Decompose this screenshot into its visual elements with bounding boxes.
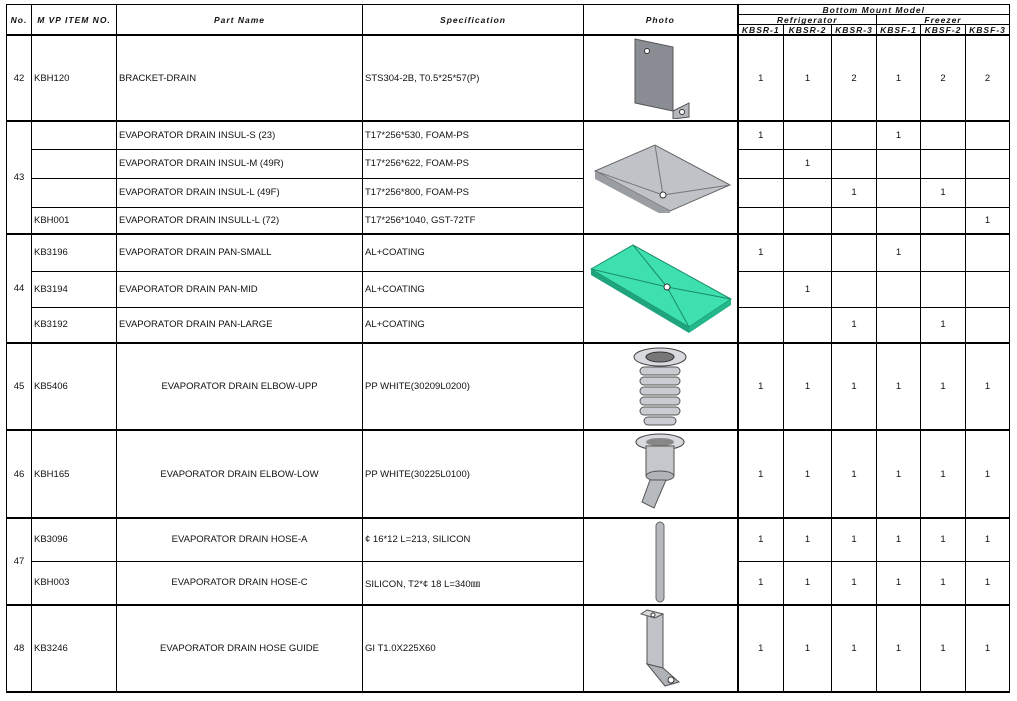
table-row	[7, 178, 1010, 207]
header-part-name: Part Name	[117, 5, 363, 36]
mvp-item-no: KBH001	[32, 207, 117, 234]
parts-table	[6, 4, 1010, 693]
quantity-cell: 1	[784, 343, 832, 430]
mvp-item-no	[32, 121, 117, 149]
mvp-item-no: KBH120	[32, 35, 117, 121]
quantity-cell: 1	[832, 178, 877, 207]
specification: SILICON, T2*¢ 18 L=340㎜	[363, 561, 584, 605]
part-name: BRACKET-DRAIN	[117, 35, 363, 121]
mvp-item-no: KB3096	[32, 518, 117, 561]
quantity-cell	[877, 207, 921, 234]
part-photo	[584, 343, 738, 430]
specification: AL+COATING	[363, 307, 584, 343]
mvp-item-no: KB5406	[32, 343, 117, 430]
quantity-cell: 1	[832, 430, 877, 518]
quantity-cell	[832, 271, 877, 307]
quantity-cell	[877, 307, 921, 343]
table-row	[7, 307, 1010, 343]
part-photo	[584, 121, 738, 234]
model-header: KBSR-3	[832, 25, 877, 36]
quantity-cell: 1	[738, 343, 784, 430]
quantity-cell: 1	[966, 605, 1010, 692]
table-row	[7, 121, 1010, 149]
header-refrigerator: Refrigerator	[738, 15, 877, 25]
quantity-cell: 1	[784, 430, 832, 518]
mvp-item-no	[32, 149, 117, 178]
quantity-cell	[784, 121, 832, 149]
table-row	[7, 561, 1010, 605]
quantity-cell: 1	[966, 518, 1010, 561]
part-name: EVAPORATOR DRAIN INSUL-L (49F)	[117, 178, 363, 207]
quantity-cell: 1	[832, 518, 877, 561]
elbow-upper-icon	[630, 345, 690, 429]
quantity-cell: 1	[966, 207, 1010, 234]
quantity-cell: 1	[921, 178, 966, 207]
quantity-cell	[784, 178, 832, 207]
specification: STS304-2B, T0.5*25*57(P)	[363, 35, 584, 121]
part-photo	[584, 35, 738, 121]
quantity-cell	[966, 234, 1010, 271]
parts-sheet	[6, 4, 1010, 693]
quantity-cell: 1	[784, 561, 832, 605]
part-name: EVAPORATOR DRAIN HOSE-A	[117, 518, 363, 561]
quantity-cell	[921, 271, 966, 307]
quantity-cell: 1	[966, 561, 1010, 605]
table-row	[7, 518, 1010, 561]
quantity-cell	[738, 178, 784, 207]
quantity-cell	[738, 307, 784, 343]
specification: AL+COATING	[363, 271, 584, 307]
header-item-no: M VP ITEM NO.	[32, 5, 117, 36]
quantity-cell: 1	[921, 561, 966, 605]
specification: T17*256*800, FOAM-PS	[363, 178, 584, 207]
quantity-cell: 1	[921, 605, 966, 692]
header-row-1	[7, 5, 1010, 15]
mvp-item-no: KB3246	[32, 605, 117, 692]
part-photo	[584, 605, 738, 692]
specification: AL+COATING	[363, 234, 584, 271]
quantity-cell	[921, 234, 966, 271]
item-number: 46	[7, 430, 32, 518]
mvp-item-no: KB3192	[32, 307, 117, 343]
table-row	[7, 234, 1010, 271]
quantity-cell: 1	[921, 518, 966, 561]
mvp-item-no: KBH165	[32, 430, 117, 518]
part-photo	[584, 430, 738, 518]
quantity-cell	[832, 121, 877, 149]
header-bottom-mount: Bottom Mount Model	[738, 5, 1010, 15]
specification: GI T1.0X225X60	[363, 605, 584, 692]
insulation-pad-icon	[585, 143, 735, 213]
model-header: KBSR-2	[784, 25, 832, 36]
part-name: EVAPORATOR DRAIN HOSE-C	[117, 561, 363, 605]
part-name: EVAPORATOR DRAIN INSULL-L (72)	[117, 207, 363, 234]
quantity-cell: 1	[738, 518, 784, 561]
part-name: EVAPORATOR DRAIN PAN-MID	[117, 271, 363, 307]
part-name: EVAPORATOR DRAIN INSUL-M (49R)	[117, 149, 363, 178]
quantity-cell: 1	[966, 430, 1010, 518]
quantity-cell	[921, 207, 966, 234]
specification: T17*256*530, FOAM-PS	[363, 121, 584, 149]
header-no: No.	[7, 5, 32, 36]
header-specification: Specification	[363, 5, 584, 36]
quantity-cell	[921, 149, 966, 178]
quantity-cell: 1	[877, 430, 921, 518]
table-row	[7, 343, 1010, 430]
table-row	[7, 605, 1010, 692]
quantity-cell: 1	[921, 307, 966, 343]
item-number: 47	[7, 518, 32, 605]
quantity-cell: 2	[966, 35, 1010, 121]
quantity-cell: 1	[738, 561, 784, 605]
quantity-cell: 1	[877, 518, 921, 561]
quantity-cell: 1	[738, 605, 784, 692]
table-row	[7, 430, 1010, 518]
part-name: EVAPORATOR DRAIN INSUL-S (23)	[117, 121, 363, 149]
table-row	[7, 271, 1010, 307]
quantity-cell	[738, 149, 784, 178]
quantity-cell: 2	[832, 35, 877, 121]
mvp-item-no: KBH003	[32, 561, 117, 605]
quantity-cell	[877, 271, 921, 307]
quantity-cell: 1	[832, 307, 877, 343]
quantity-cell: 2	[921, 35, 966, 121]
quantity-cell: 1	[738, 35, 784, 121]
quantity-cell	[966, 271, 1010, 307]
quantity-cell	[832, 234, 877, 271]
bracket-drain-icon	[625, 37, 695, 119]
quantity-cell: 1	[832, 605, 877, 692]
model-header: KBSF-3	[966, 25, 1010, 36]
quantity-cell: 1	[877, 35, 921, 121]
item-number: 42	[7, 35, 32, 121]
item-number: 45	[7, 343, 32, 430]
quantity-cell: 1	[877, 343, 921, 430]
part-name: EVAPORATOR DRAIN ELBOW-UPP	[117, 343, 363, 430]
quantity-cell	[784, 207, 832, 234]
quantity-cell: 1	[738, 430, 784, 518]
parts-body	[7, 35, 1010, 692]
quantity-cell: 1	[784, 35, 832, 121]
quantity-cell	[966, 307, 1010, 343]
mvp-item-no: KB3194	[32, 271, 117, 307]
model-header: KBSF-2	[921, 25, 966, 36]
specification: PP WHITE(30209L0200)	[363, 343, 584, 430]
quantity-cell	[784, 307, 832, 343]
mvp-item-no	[32, 178, 117, 207]
quantity-cell: 1	[877, 605, 921, 692]
specification: ¢ 16*12 L=213, SILICON	[363, 518, 584, 561]
quantity-cell: 1	[877, 121, 921, 149]
item-number: 48	[7, 605, 32, 692]
quantity-cell: 1	[738, 121, 784, 149]
quantity-cell	[877, 149, 921, 178]
part-name: EVAPORATOR DRAIN HOSE GUIDE	[117, 605, 363, 692]
part-photo	[584, 518, 738, 605]
quantity-cell	[738, 271, 784, 307]
specification: T17*256*1040, GST-72TF	[363, 207, 584, 234]
quantity-cell	[738, 207, 784, 234]
part-name: EVAPORATOR DRAIN PAN-SMALL	[117, 234, 363, 271]
quantity-cell: 1	[784, 605, 832, 692]
quantity-cell	[966, 121, 1010, 149]
mvp-item-no: KB3196	[32, 234, 117, 271]
quantity-cell	[832, 149, 877, 178]
table-row	[7, 207, 1010, 234]
header-photo: Photo	[584, 5, 738, 36]
quantity-cell: 1	[921, 430, 966, 518]
part-photo	[584, 234, 738, 343]
quantity-cell: 1	[877, 561, 921, 605]
part-name: EVAPORATOR DRAIN ELBOW-LOW	[117, 430, 363, 518]
quantity-cell	[784, 234, 832, 271]
quantity-cell	[921, 121, 966, 149]
header-freezer: Freezer	[877, 15, 1010, 25]
quantity-cell: 1	[832, 561, 877, 605]
quantity-cell	[877, 178, 921, 207]
quantity-cell: 1	[966, 343, 1010, 430]
quantity-cell	[966, 178, 1010, 207]
drain-hose-icon	[650, 520, 670, 604]
quantity-cell: 1	[877, 234, 921, 271]
quantity-cell	[966, 149, 1010, 178]
quantity-cell: 1	[738, 234, 784, 271]
hose-guide-icon	[635, 608, 685, 690]
table-row	[7, 35, 1010, 121]
quantity-cell: 1	[784, 518, 832, 561]
quantity-cell	[832, 207, 877, 234]
quantity-cell: 1	[784, 271, 832, 307]
item-number: 44	[7, 234, 32, 343]
quantity-cell: 1	[784, 149, 832, 178]
quantity-cell: 1	[832, 343, 877, 430]
specification: T17*256*622, FOAM-PS	[363, 149, 584, 178]
drain-pan-icon	[585, 243, 735, 335]
model-header: KBSF-1	[877, 25, 921, 36]
table-row	[7, 149, 1010, 178]
item-number: 43	[7, 121, 32, 234]
specification: PP WHITE(30225L0100)	[363, 430, 584, 518]
part-name: EVAPORATOR DRAIN PAN-LARGE	[117, 307, 363, 343]
quantity-cell: 1	[921, 343, 966, 430]
elbow-lower-icon	[630, 432, 690, 516]
model-header: KBSR-1	[738, 25, 784, 36]
